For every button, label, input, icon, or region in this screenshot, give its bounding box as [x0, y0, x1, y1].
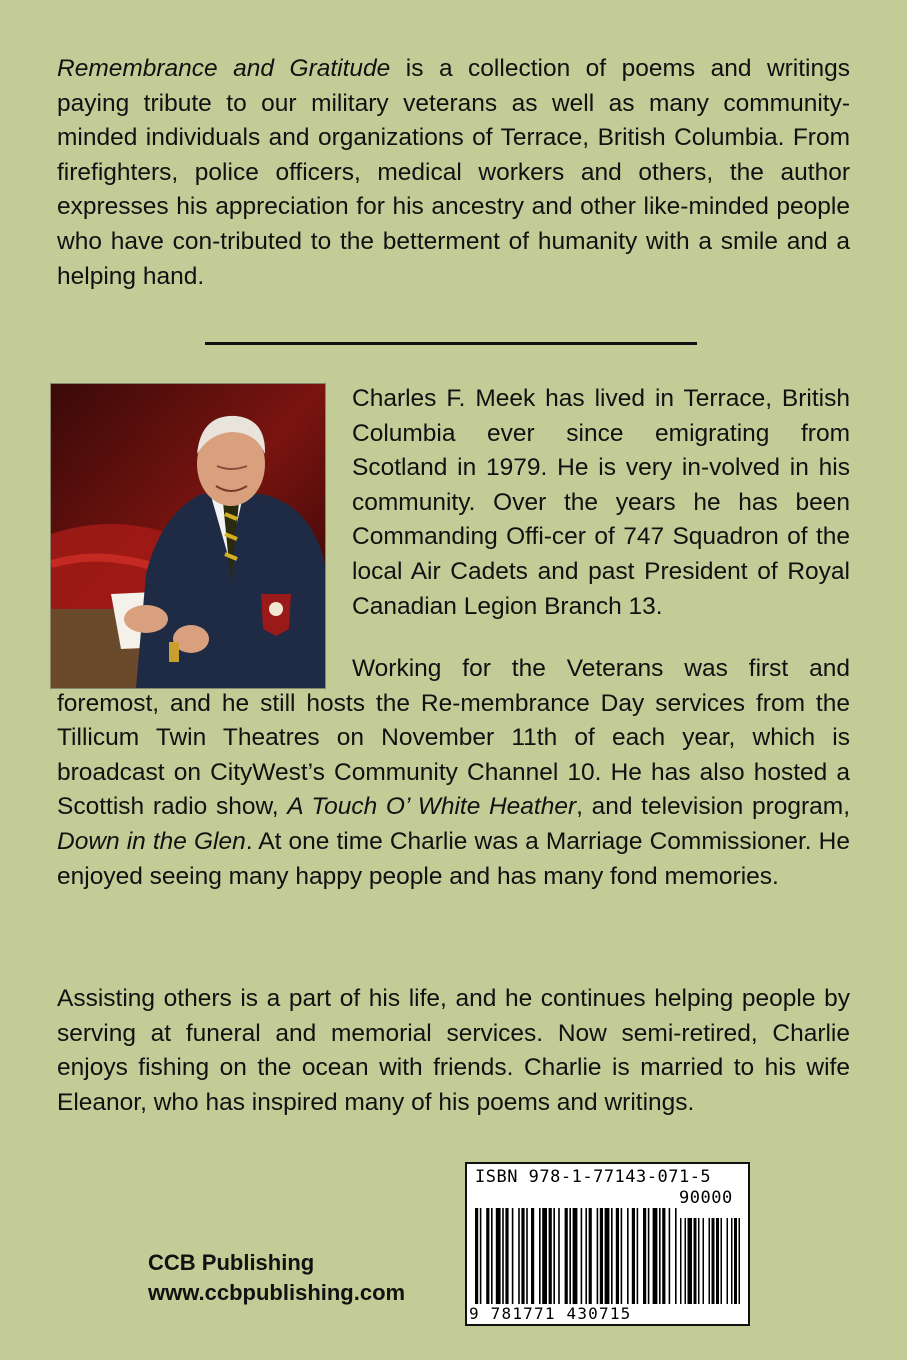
intro-text: is a collection of poems and writings paying tribute to our military veterans as well as many community-minded individuals and organizations of Terrace, British Columbia. From firefighters, police officers, medical workers and others, the author expresses his appreciation for his ancestry and other like-minded people who have con-tributed to the betterment of humanity with a smile and a helping hand. [57, 55, 850, 290]
publisher-url[interactable]: www.ccbpublishing.com [148, 1280, 406, 1305]
author-photo [50, 383, 326, 689]
bio-paragraph-2: Working for the Veterans was first and foremost, and he still hosts the Re-membrance Day services from the Tillicum Twin Theatres on November 11th of each year, which is broadcast on CityWest’s Community Channel 10. He has also hosted a Scottish radio show, A Touch O’ White Heather, and television program, Down in the Glen. At one time Charlie was a Marriage Commissioner. He enjoyed seeing many happy people and has many fond memories. [57, 655, 851, 890]
isbn-label: ISBN 978-1-77143-071-5 [475, 1167, 712, 1187]
ean-digits: 9 781771 430715 [469, 1304, 632, 1323]
book-title: Remembrance and Gratitude [57, 55, 391, 82]
bio-paragraph-1: Charles F. Meek has lived in Terrace, British Columbia ever since emigrating from Scotland in 1979. He is very in-volved in his community. Over the years he has been Commanding Offi-cer of 747 Squadron of the local Air Cadets and past President of Royal Canadian Legion Branch 13. [352, 385, 850, 620]
intro-paragraph [57, 52, 850, 294]
radio-show-title: A Touch O’ White Heather [287, 793, 577, 821]
publisher-name: CCB Publishing [148, 1250, 315, 1275]
price-code: 90000 [679, 1188, 733, 1208]
tv-program-title: Down in the Glen [57, 827, 246, 855]
bio-paragraph-3: Assisting others is a part of his life, and he continues helping people by serving at funeral and memorial services. Now semi-retired, Charlie enjoys fishing on the ocean with friends. Charlie is married to his wife Eleanor, who has inspired many of his poems and writings. [57, 985, 850, 1116]
isbn-barcode [465, 1162, 750, 1326]
divider [205, 342, 697, 345]
publisher-block [148, 1248, 405, 1308]
barcode-bars [475, 1208, 742, 1304]
